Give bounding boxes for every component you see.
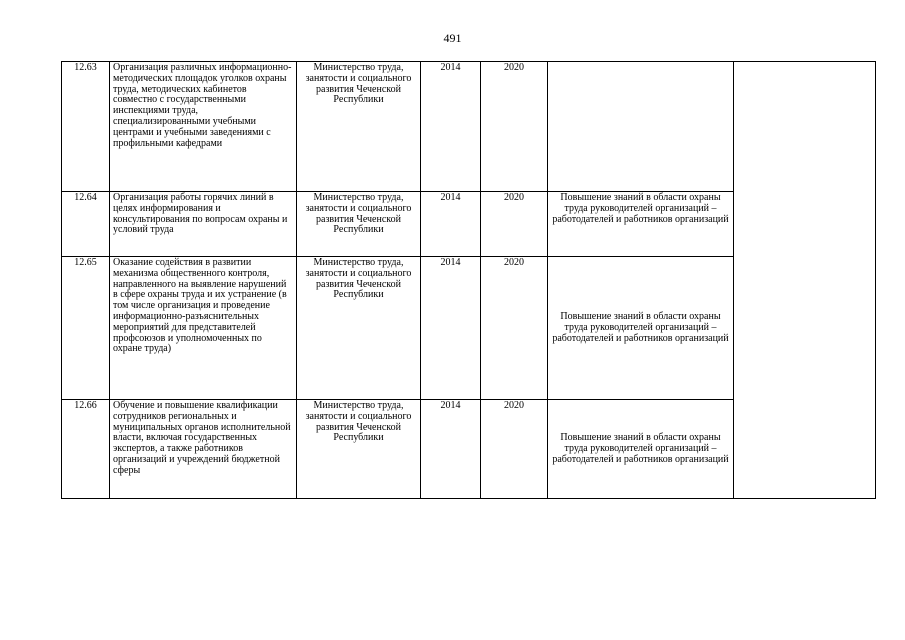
start-year: 2014 (421, 400, 481, 499)
measure-name: Организация различных информационно-методических площадок уголков охраны труда, методических кабинетов совместно с государственными инспекциями труда, специализированными учебными центрами и учебными заведениями с профильными кафедрами (110, 62, 297, 192)
expected-result: Повышение знаний в области охраны труда руководителей организаций – работодателей и работников организаций (548, 400, 734, 499)
expected-result: Повышение знаний в области охраны труда руководителей организаций – работодателей и работников организаций (548, 257, 734, 400)
row-number: 12.65 (62, 257, 110, 400)
executor: Министерство труда, занятости и социального развития Чеченской Республики (297, 62, 421, 192)
expected-result (548, 62, 734, 192)
executor: Министерство труда, занятости и социального развития Чеченской Республики (297, 257, 421, 400)
row-number: 12.64 (62, 192, 110, 257)
row-number: 12.66 (62, 400, 110, 499)
end-year: 2020 (481, 400, 548, 499)
measure-name: Оказание содействия в развитии механизма общественного контроля, направленного на выявление нарушений в сфере охраны труда и их устранение (в том числе организация и проведение информационно-разъяснительных мероприятий для представителей профсоюзов и уполномоченных по охране труда) (110, 257, 297, 400)
table-row (62, 62, 876, 192)
measure-name: Организация работы горячих линий в целях информирования и консультирования по вопросам охраны и условий труда (110, 192, 297, 257)
notes-column (734, 62, 876, 499)
end-year: 2020 (481, 192, 548, 257)
measures-table (61, 61, 876, 499)
measure-name: Обучение и повышение квалификации сотрудников региональных и муниципальных органов исполнительной власти, включая государственных экспертов, а также работников организаций и учреждений бюджетной сферы (110, 400, 297, 499)
end-year: 2020 (481, 257, 548, 400)
start-year: 2014 (421, 192, 481, 257)
page-number: 491 (443, 31, 462, 45)
row-number: 12.63 (62, 62, 110, 192)
expected-result: Повышение знаний в области охраны труда руководителей организаций – работодателей и работников организаций (548, 192, 734, 257)
start-year: 2014 (421, 62, 481, 192)
start-year: 2014 (421, 257, 481, 400)
executor: Министерство труда, занятости и социального развития Чеченской Республики (297, 192, 421, 257)
end-year: 2020 (481, 62, 548, 192)
executor: Министерство труда, занятости и социального развития Чеченской Республики (297, 400, 421, 499)
